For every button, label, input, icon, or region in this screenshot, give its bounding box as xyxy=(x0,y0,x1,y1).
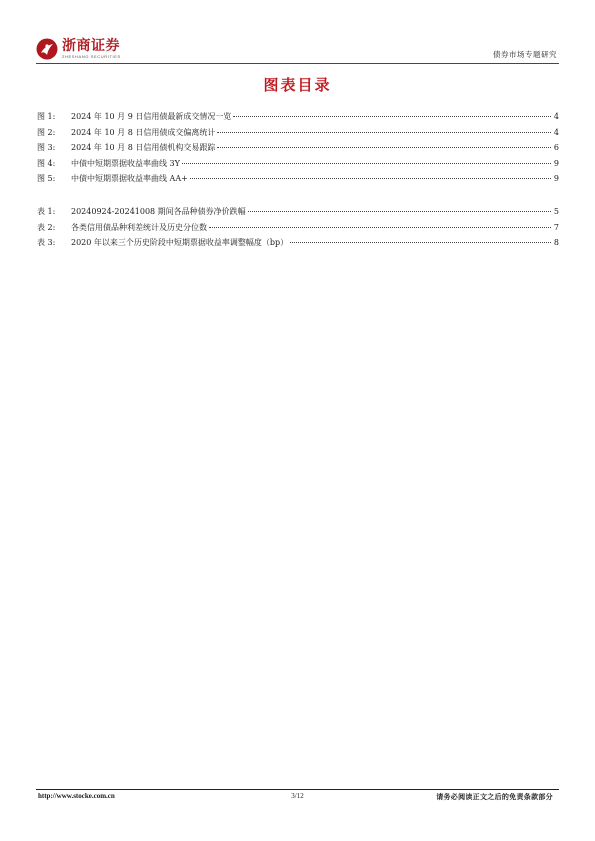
entry-title: 20240924-20241008 期间各品种债券净价跌幅 xyxy=(71,207,246,216)
toc-entry[interactable] xyxy=(37,142,559,158)
page-header xyxy=(36,38,559,64)
dot-leader xyxy=(217,132,551,133)
toc-entry[interactable] xyxy=(37,127,559,143)
page-number: 3/12 xyxy=(291,792,304,800)
brand-logo xyxy=(36,38,121,60)
entry-title: 2020 年以来三个历史阶段中短期票据收益率调整幅度（bp） xyxy=(71,238,289,247)
entry-title: 中债中短期票据收益率曲线 AA+ xyxy=(71,174,188,183)
dot-leader xyxy=(209,227,551,228)
brand-name-en: ZHESHANG SECURITIES xyxy=(62,53,121,59)
header-divider xyxy=(36,63,559,64)
toc-entry[interactable] xyxy=(37,173,559,189)
dot-leader xyxy=(190,178,551,179)
entry-label: 图 3: xyxy=(37,143,56,152)
dot-leader xyxy=(182,163,551,164)
brand-name-cn: 浙商证券 xyxy=(62,37,120,54)
entry-title: 2024 年 10 月 8 日信用债机构交易跟踪 xyxy=(71,143,216,152)
toc-entry[interactable] xyxy=(37,206,559,222)
disclaimer-note: 请务必阅读正文之后的免责条款部分 xyxy=(436,792,553,801)
toc-entry[interactable] xyxy=(37,222,559,238)
entry-title: 2024 年 10 月 9 日信用债最新成交情况一览 xyxy=(71,112,232,121)
page-footer xyxy=(36,792,559,804)
entry-label: 图 5: xyxy=(37,174,56,183)
entry-page: 5 xyxy=(553,207,559,216)
dot-leader xyxy=(290,242,551,243)
entry-page: 7 xyxy=(553,222,559,232)
dot-leader xyxy=(248,211,551,212)
entry-title: 中债中短期票据收益率曲线 3Y xyxy=(71,158,180,168)
report-type: 债券市场专题研究 xyxy=(493,50,557,59)
toc-entry[interactable] xyxy=(37,237,559,253)
entry-page: 4 xyxy=(553,127,559,137)
entry-page: 9 xyxy=(553,158,559,168)
entry-page: 4 xyxy=(553,112,559,121)
entry-label: 表 3: xyxy=(37,238,56,247)
entry-label: 表 1: xyxy=(37,207,56,216)
entry-page: 8 xyxy=(553,238,559,247)
entry-page: 9 xyxy=(553,174,559,183)
dot-leader xyxy=(217,147,551,148)
toc-entry[interactable] xyxy=(37,158,559,174)
table-list xyxy=(37,206,559,253)
toc-entry[interactable] xyxy=(37,111,559,127)
entry-page: 6 xyxy=(553,143,559,152)
dot-leader xyxy=(233,116,551,117)
footer-divider xyxy=(36,789,559,790)
entry-label: 图 2: xyxy=(37,127,56,137)
entry-title: 各类信用债品种利差统计及历史分位数 xyxy=(71,222,207,232)
figure-list xyxy=(37,111,559,189)
entry-title: 2024 年 10 月 8 日信用债成交偏离统计 xyxy=(71,127,216,137)
page-title: 图表目录 xyxy=(263,76,332,94)
website-link[interactable]: http://www.stocke.com.cn xyxy=(38,792,115,800)
logo-icon xyxy=(36,38,58,60)
entry-label: 图 1: xyxy=(37,112,56,121)
entry-label: 表 2: xyxy=(37,222,56,232)
entry-label: 图 4: xyxy=(37,158,56,168)
